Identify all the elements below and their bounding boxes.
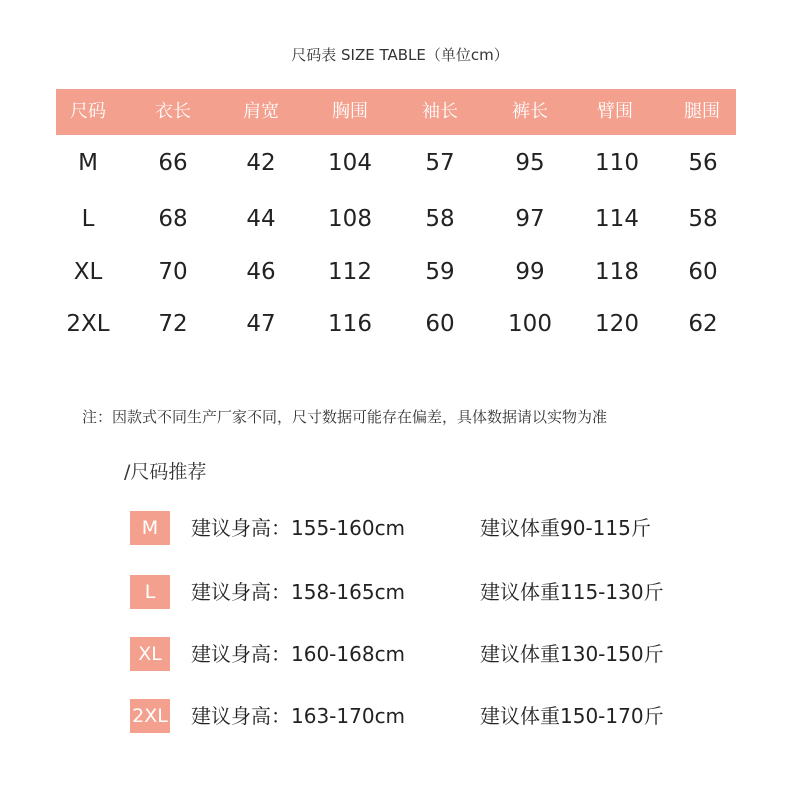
header-sleeve: 袖长 bbox=[422, 101, 458, 122]
size-badge: M bbox=[130, 511, 170, 545]
table-cell: XL bbox=[73, 259, 103, 285]
table-row bbox=[0, 252, 800, 292]
table-cell: 44 bbox=[246, 206, 276, 232]
header-thigh: 腿围 bbox=[684, 101, 720, 122]
table-cell: 120 bbox=[595, 311, 639, 337]
size-table-title: 尺码表 SIZE TABLE（单位cm） bbox=[291, 46, 509, 64]
table-cell: 60 bbox=[688, 259, 718, 285]
table-cell: 70 bbox=[158, 259, 188, 285]
table-row bbox=[0, 143, 800, 183]
header-length: 衣长 bbox=[155, 101, 191, 122]
header-size: 尺码 bbox=[70, 101, 106, 122]
table-cell: 62 bbox=[688, 311, 718, 337]
table-cell: 58 bbox=[688, 206, 718, 232]
recommend-title: /尺码推荐 bbox=[124, 461, 207, 483]
table-cell: 110 bbox=[595, 150, 639, 176]
table-cell: 108 bbox=[328, 206, 372, 232]
recommend-row-xl bbox=[0, 637, 800, 671]
table-cell: L bbox=[81, 206, 95, 232]
table-cell: 60 bbox=[425, 311, 455, 337]
recommended-height: 建议身高：163-170cm bbox=[191, 704, 406, 728]
table-cell: 114 bbox=[595, 206, 639, 232]
table-cell: 97 bbox=[515, 206, 545, 232]
recommended-height: 建议身高：160-168cm bbox=[191, 642, 406, 666]
recommended-weight: 建议体重150-170斤 bbox=[480, 704, 664, 728]
table-cell: 118 bbox=[595, 259, 639, 285]
recommended-weight: 建议体重90-115斤 bbox=[480, 516, 651, 540]
table-cell: 57 bbox=[425, 150, 455, 176]
table-cell: 68 bbox=[158, 206, 188, 232]
recommended-weight: 建议体重130-150斤 bbox=[480, 642, 664, 666]
table-cell: 72 bbox=[158, 311, 188, 337]
table-cell: 58 bbox=[425, 206, 455, 232]
size-badge: XL bbox=[130, 637, 170, 671]
table-cell: 99 bbox=[515, 259, 545, 285]
table-header bbox=[56, 89, 736, 135]
table-cell: 47 bbox=[246, 311, 276, 337]
recommend-row-l bbox=[0, 575, 800, 609]
header-pants-length: 裤长 bbox=[512, 101, 548, 122]
table-cell: 104 bbox=[328, 150, 372, 176]
table-cell: M bbox=[78, 150, 98, 176]
table-cell: 56 bbox=[688, 150, 718, 176]
disclaimer-note: 注：因款式不同生产厂家不同，尺寸数据可能存在偏差，具体数据请以实物为准 bbox=[82, 408, 608, 426]
table-cell: 59 bbox=[425, 259, 455, 285]
table-cell: 46 bbox=[246, 259, 276, 285]
table-cell: 66 bbox=[158, 150, 188, 176]
recommended-height: 建议身高：155-160cm bbox=[191, 516, 406, 540]
recommend-row-m bbox=[0, 511, 800, 545]
table-row bbox=[0, 304, 800, 344]
table-cell: 112 bbox=[328, 259, 372, 285]
size-badge: 2XL bbox=[130, 699, 170, 733]
table-cell: 2XL bbox=[66, 311, 110, 337]
recommend-row-2xl bbox=[0, 699, 800, 733]
table-cell: 116 bbox=[328, 311, 372, 337]
recommended-weight: 建议体重115-130斤 bbox=[480, 580, 664, 604]
table-cell: 95 bbox=[515, 150, 545, 176]
table-cell: 100 bbox=[508, 311, 552, 337]
size-badge: L bbox=[130, 575, 170, 609]
header-chest: 胸围 bbox=[332, 101, 368, 122]
header-arm: 臂围 bbox=[597, 101, 633, 122]
table-row bbox=[0, 199, 800, 239]
header-shoulder: 肩宽 bbox=[243, 101, 279, 122]
table-cell: 42 bbox=[246, 150, 276, 176]
recommended-height: 建议身高：158-165cm bbox=[191, 580, 406, 604]
